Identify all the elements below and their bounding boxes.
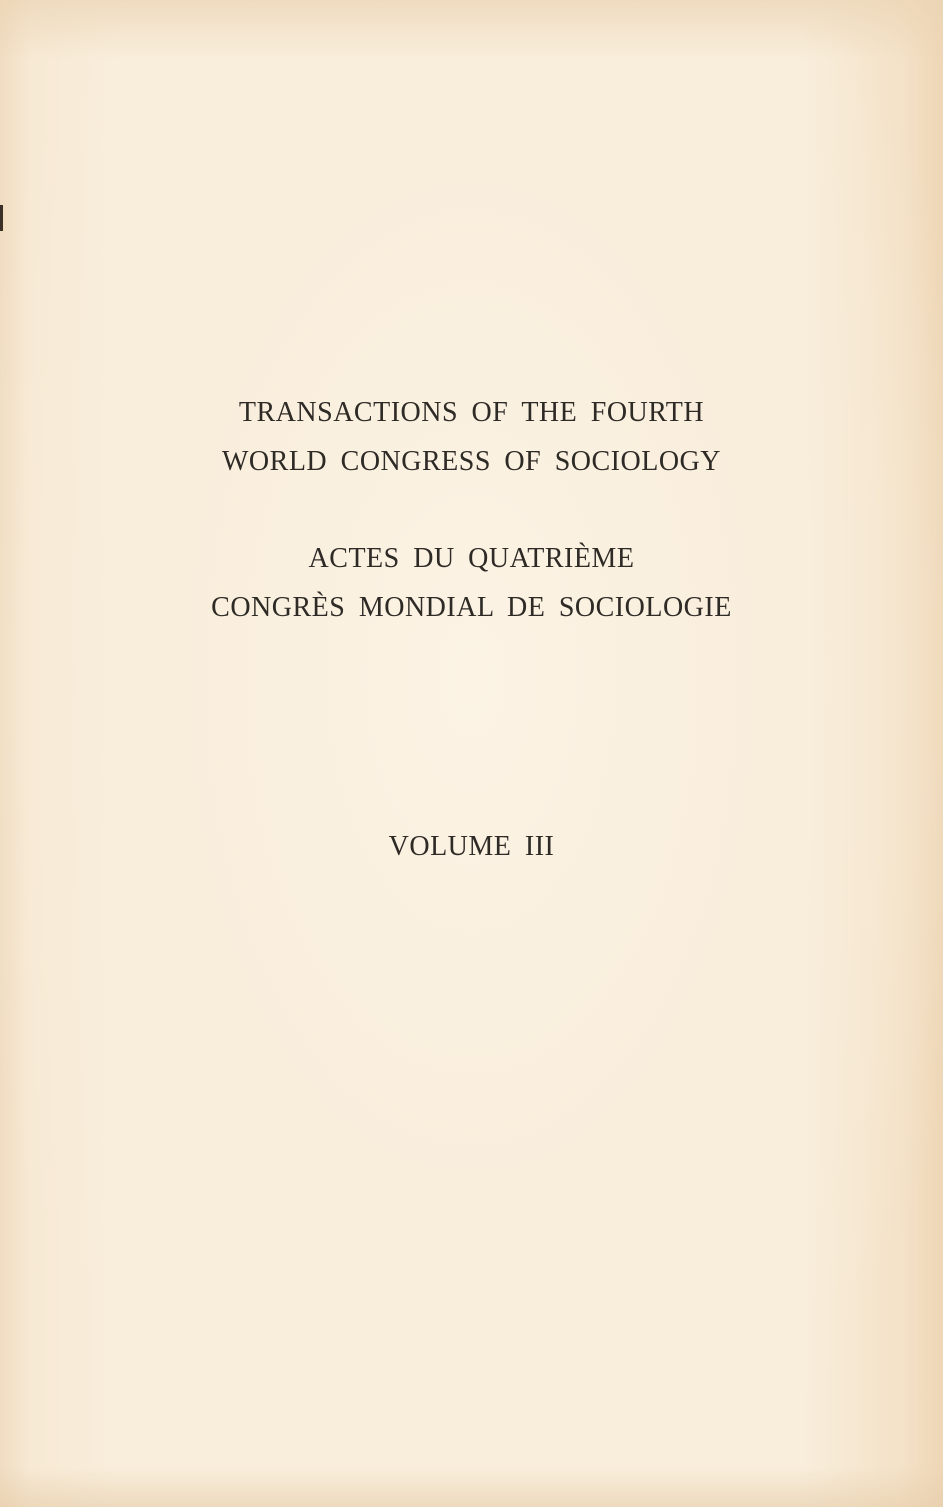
french-title-line-2: CONGRÈS MONDIAL DE SOCIOLOGIE: [211, 592, 732, 623]
volume-label: [0, 822, 943, 871]
page-edge-shading-bottom: [0, 1467, 943, 1507]
volume-number: VOLUME III: [388, 831, 555, 862]
binding-mark: [0, 205, 3, 231]
english-title-line-2: WORLD CONGRESS OF SOCIOLOGY: [222, 446, 721, 477]
english-title-line-1: TRANSACTIONS OF THE FOURTH: [238, 397, 705, 428]
french-title: [0, 534, 943, 632]
english-title: [0, 388, 943, 486]
french-title-line-1: ACTES DU QUATRIÈME: [308, 543, 635, 574]
page-edge-shading-top: [0, 0, 943, 60]
